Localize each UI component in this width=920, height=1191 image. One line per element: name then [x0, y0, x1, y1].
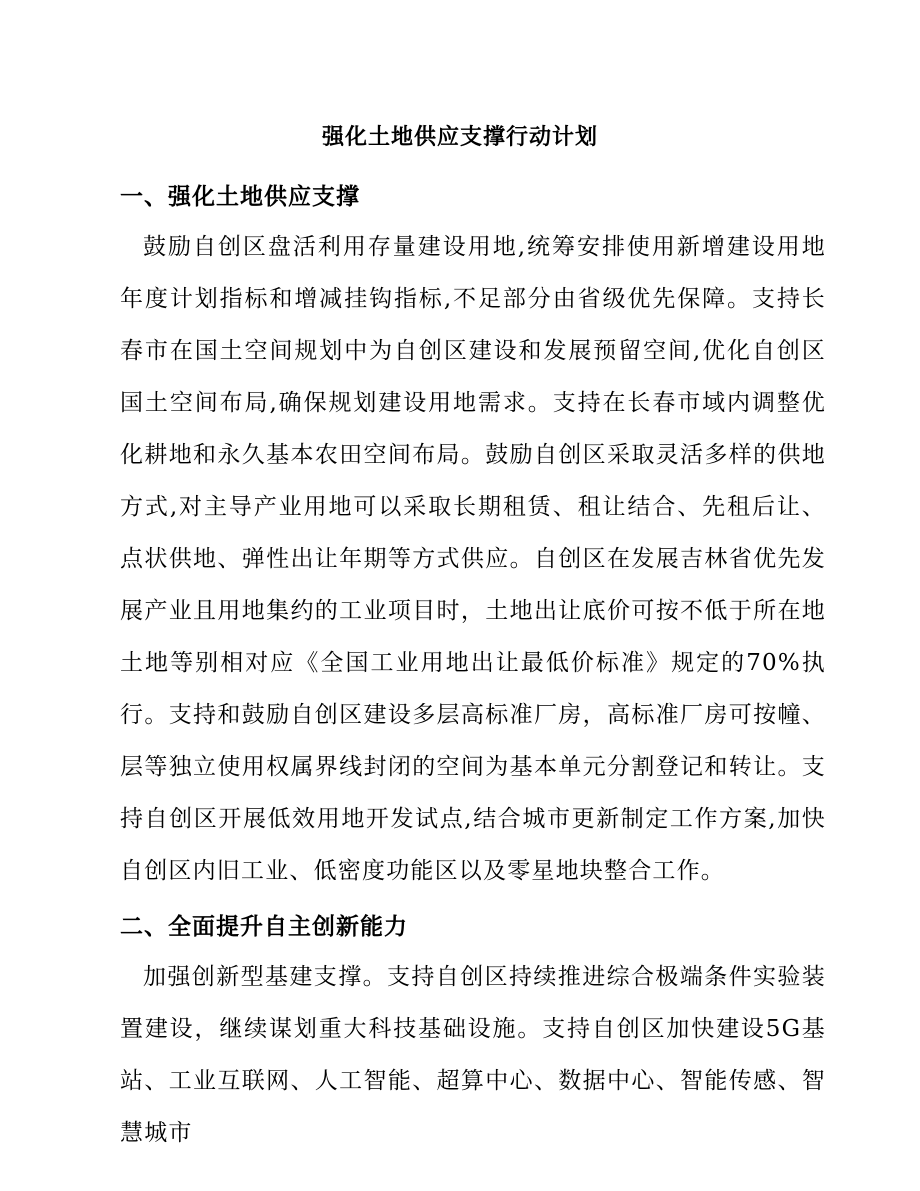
document-title: 强化土地供应支撑行动计划 — [321, 124, 598, 150]
section-heading-1: 一、强化土地供应支撑 — [120, 183, 360, 210]
section-paragraph-1: 鼓励自创区盘活利用存量建设用地,统筹安排使用新增建设用地年度计划指标和增减挂钩指标,不足部分由省级优先保障。支持长春市在国土空间规划中为自创区建设和发展预留空间,优化自创区国土空间布局,确保规划建设用地需求。支持在长春市域内调整优化耕地和永久基本农田空间布局。鼓励自创区采取灵活多样的供地方式,对主导产业用地可以采取长期租赁、租让结合、先租后让、点状供地、弹性出让年期等方式供应。自创区在发展吉林省优先发展产业且用地集约的工业项目时，土地出让底价可按不低于所在地土地等别相对应《全国工业用地出让最低价标准》规定的70%执行。支持和鼓励自创区建设多层高标准厂房，高标准厂房可按幢、层等独立使用权属界线封闭的空间为基本单元分割登记和转让。支持自创区开展低效用地开发试点,结合城市更新制定工作方案,加快自创区内旧工业、低密度功能区以及零星地块整合工作。 — [120, 234, 826, 884]
section-paragraph-2: 加强创新型基建支撑。支持自创区持续推进综合极端条件实验装置建设，继续谋划重大科技基础设施。支持自创区加快建设5G基站、工业互联网、人工智能、超算中心、数据中心、智能传感、智慧城市 — [120, 964, 826, 1146]
section-heading-2: 二、全面提升自主创新能力 — [120, 913, 408, 940]
